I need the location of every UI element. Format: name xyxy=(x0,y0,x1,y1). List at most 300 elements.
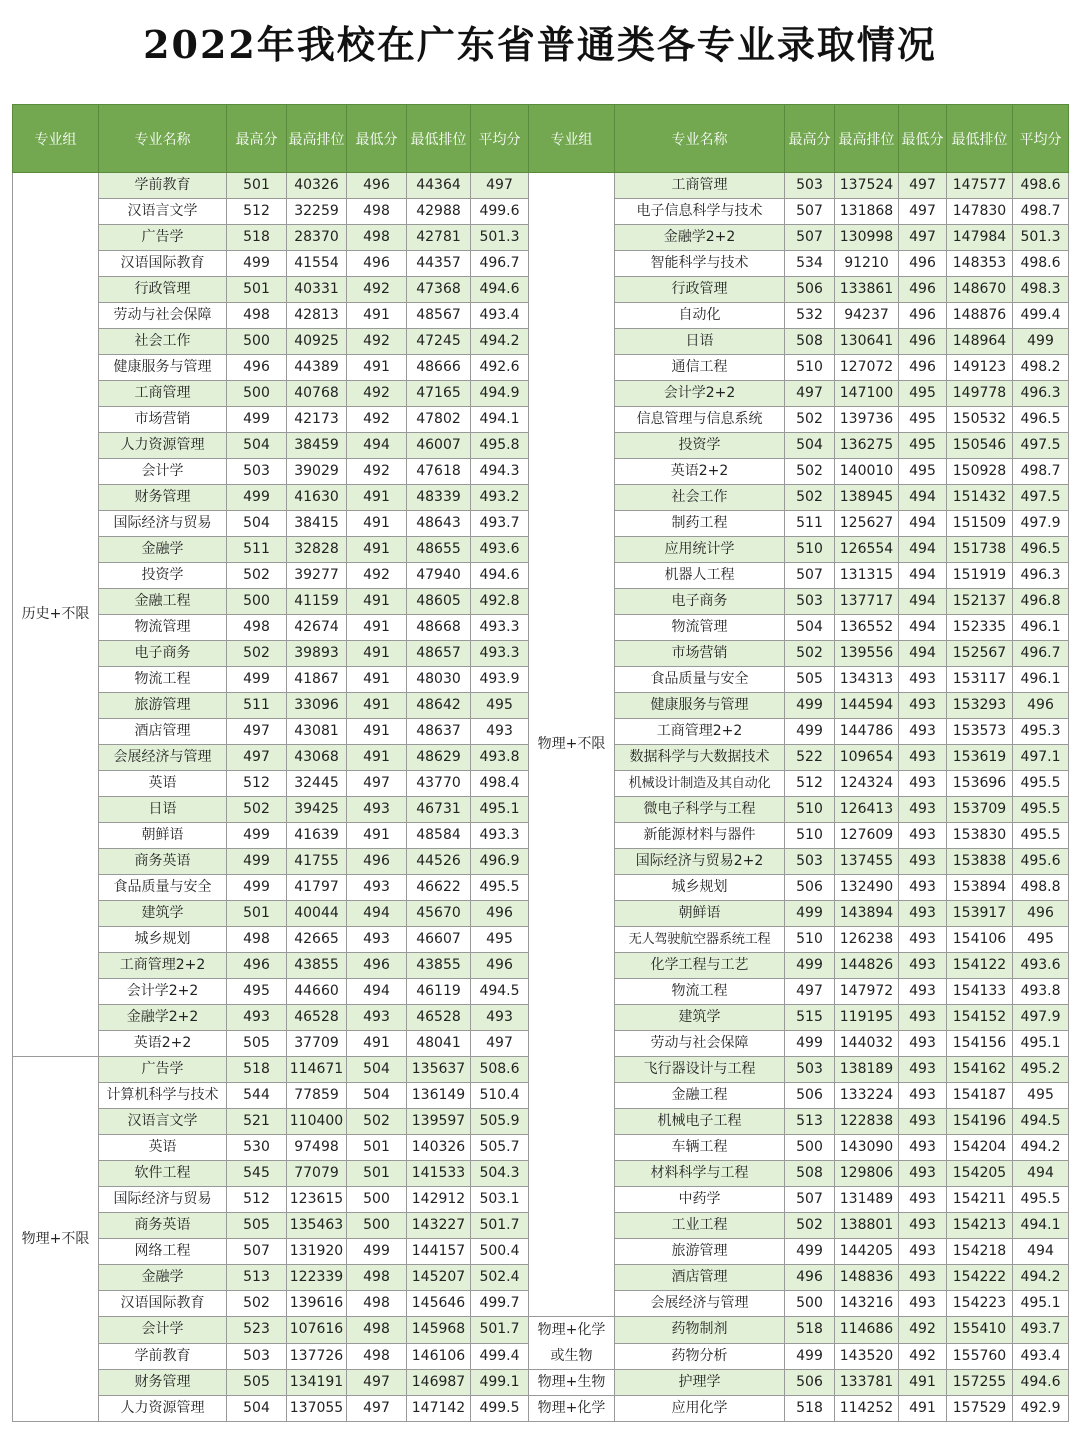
value-cell: 149123 xyxy=(947,355,1013,381)
value-cell: 48339 xyxy=(407,485,471,511)
value-cell: 122838 xyxy=(835,1109,899,1135)
value-cell: 154106 xyxy=(947,927,1013,953)
value-cell: 494 xyxy=(899,537,947,563)
value-cell: 499 xyxy=(227,667,287,693)
value-cell: 97498 xyxy=(287,1135,347,1161)
major-name-cell: 市场营销 xyxy=(615,641,785,667)
column-header: 最高分 xyxy=(785,105,835,173)
value-cell: 493 xyxy=(899,1187,947,1213)
value-cell: 46607 xyxy=(407,927,471,953)
major-name-cell: 工商管理 xyxy=(99,381,227,407)
value-cell: 139736 xyxy=(835,407,899,433)
value-cell: 48605 xyxy=(407,589,471,615)
value-cell: 498 xyxy=(227,615,287,641)
major-name-cell: 国际经济与贸易 xyxy=(99,511,227,537)
major-name-cell: 护理学 xyxy=(615,1370,785,1396)
value-cell: 42988 xyxy=(407,199,471,225)
major-name-cell: 投资学 xyxy=(615,433,785,459)
group-cell: 历史+不限 xyxy=(13,173,99,1057)
value-cell: 143520 xyxy=(835,1343,899,1370)
value-cell: 532 xyxy=(785,303,835,329)
column-header: 专业名称 xyxy=(615,105,785,173)
value-cell: 144594 xyxy=(835,693,899,719)
major-name-cell: 物流工程 xyxy=(99,667,227,693)
major-name-cell: 食品质量与安全 xyxy=(99,875,227,901)
value-cell: 502.4 xyxy=(471,1265,529,1291)
value-cell: 127072 xyxy=(835,355,899,381)
value-cell: 48030 xyxy=(407,667,471,693)
value-cell: 496.3 xyxy=(1013,563,1069,589)
admission-table xyxy=(12,104,1069,1422)
value-cell: 498 xyxy=(347,1343,407,1370)
major-name-cell: 机械电子工程 xyxy=(615,1109,785,1135)
value-cell: 497 xyxy=(347,1370,407,1396)
value-cell: 501 xyxy=(227,901,287,927)
major-name-cell: 国际经济与贸易 xyxy=(99,1187,227,1213)
value-cell: 499.4 xyxy=(471,1343,529,1370)
major-name-cell: 金融工程 xyxy=(615,1083,785,1109)
value-cell: 122339 xyxy=(287,1265,347,1291)
group-cell: 物理+生物 xyxy=(529,1370,615,1396)
major-name-cell: 健康服务与管理 xyxy=(99,355,227,381)
value-cell: 139556 xyxy=(835,641,899,667)
value-cell: 109654 xyxy=(835,745,899,771)
value-cell: 154223 xyxy=(947,1291,1013,1317)
value-cell: 501.7 xyxy=(471,1213,529,1239)
value-cell: 41797 xyxy=(287,875,347,901)
value-cell: 521 xyxy=(227,1109,287,1135)
value-cell: 137055 xyxy=(287,1396,347,1422)
major-name-cell: 工业工程 xyxy=(615,1213,785,1239)
value-cell: 502 xyxy=(227,1291,287,1317)
major-name-cell: 建筑学 xyxy=(615,1005,785,1031)
value-cell: 137524 xyxy=(835,173,899,199)
value-cell: 153573 xyxy=(947,719,1013,745)
value-cell: 499.4 xyxy=(1013,303,1069,329)
value-cell: 493 xyxy=(347,797,407,823)
value-cell: 153117 xyxy=(947,667,1013,693)
major-name-cell: 市场营销 xyxy=(99,407,227,433)
value-cell: 496 xyxy=(471,901,529,927)
major-name-cell: 通信工程 xyxy=(615,355,785,381)
value-cell: 496.1 xyxy=(1013,615,1069,641)
value-cell: 492 xyxy=(899,1343,947,1370)
column-header: 最低排位 xyxy=(407,105,471,173)
value-cell: 499.5 xyxy=(471,1396,529,1422)
major-name-cell: 电子商务 xyxy=(615,589,785,615)
value-cell: 508 xyxy=(785,329,835,355)
value-cell: 494.1 xyxy=(471,407,529,433)
value-cell: 493 xyxy=(347,1005,407,1031)
value-cell: 28370 xyxy=(287,225,347,251)
value-cell: 496 xyxy=(899,329,947,355)
value-cell: 40044 xyxy=(287,901,347,927)
value-cell: 42674 xyxy=(287,615,347,641)
value-cell: 502 xyxy=(785,407,835,433)
value-cell: 498.7 xyxy=(1013,459,1069,485)
value-cell: 504 xyxy=(227,1396,287,1422)
value-cell: 491 xyxy=(347,719,407,745)
group-cell: 物理+不限 xyxy=(13,1057,99,1422)
value-cell: 500 xyxy=(785,1135,835,1161)
value-cell: 495 xyxy=(899,381,947,407)
value-cell: 124324 xyxy=(835,771,899,797)
value-cell: 491 xyxy=(347,1031,407,1057)
major-name-cell: 建筑学 xyxy=(99,901,227,927)
value-cell: 507 xyxy=(785,199,835,225)
major-name-cell: 会计学 xyxy=(99,459,227,485)
major-name-cell: 金融学 xyxy=(99,1265,227,1291)
value-cell: 140326 xyxy=(407,1135,471,1161)
value-cell: 502 xyxy=(227,797,287,823)
major-name-cell: 行政管理 xyxy=(99,277,227,303)
value-cell: 498 xyxy=(347,1291,407,1317)
value-cell: 492.9 xyxy=(1013,1396,1069,1422)
value-cell: 497 xyxy=(899,173,947,199)
value-cell: 491 xyxy=(347,745,407,771)
value-cell: 47940 xyxy=(407,563,471,589)
value-cell: 505 xyxy=(227,1370,287,1396)
value-cell: 492 xyxy=(899,1317,947,1344)
column-header: 专业组 xyxy=(529,105,615,173)
value-cell: 154218 xyxy=(947,1239,1013,1265)
value-cell: 143216 xyxy=(835,1291,899,1317)
value-cell: 154162 xyxy=(947,1057,1013,1083)
value-cell: 495.1 xyxy=(471,797,529,823)
value-cell: 41639 xyxy=(287,823,347,849)
value-cell: 154213 xyxy=(947,1213,1013,1239)
value-cell: 133861 xyxy=(835,277,899,303)
value-cell: 41867 xyxy=(287,667,347,693)
value-cell: 498 xyxy=(227,303,287,329)
value-cell: 150928 xyxy=(947,459,1013,485)
value-cell: 499 xyxy=(785,719,835,745)
major-name-cell: 信息管理与信息系统 xyxy=(615,407,785,433)
value-cell: 495.8 xyxy=(471,433,529,459)
value-cell: 494.3 xyxy=(471,459,529,485)
value-cell: 500 xyxy=(785,1291,835,1317)
major-name-cell: 社会工作 xyxy=(99,329,227,355)
value-cell: 497 xyxy=(227,745,287,771)
value-cell: 494 xyxy=(899,563,947,589)
value-cell: 154133 xyxy=(947,979,1013,1005)
value-cell: 48655 xyxy=(407,537,471,563)
major-name-cell: 新能源材料与器件 xyxy=(615,823,785,849)
value-cell: 154205 xyxy=(947,1161,1013,1187)
value-cell: 91210 xyxy=(835,251,899,277)
value-cell: 492 xyxy=(347,381,407,407)
value-cell: 493 xyxy=(347,875,407,901)
value-cell: 500 xyxy=(347,1213,407,1239)
value-cell: 504.3 xyxy=(471,1161,529,1187)
major-name-cell: 劳动与社会保障 xyxy=(615,1031,785,1057)
value-cell: 505 xyxy=(227,1031,287,1057)
major-name-cell: 智能科学与技术 xyxy=(615,251,785,277)
value-cell: 498.4 xyxy=(471,771,529,797)
table-row xyxy=(13,1317,1069,1344)
value-cell: 491 xyxy=(347,693,407,719)
major-name-cell: 人力资源管理 xyxy=(99,433,227,459)
value-cell: 147972 xyxy=(835,979,899,1005)
value-cell: 494 xyxy=(899,641,947,667)
value-cell: 493 xyxy=(899,953,947,979)
value-cell: 42173 xyxy=(287,407,347,433)
value-cell: 504 xyxy=(347,1083,407,1109)
value-cell: 497.5 xyxy=(1013,485,1069,511)
value-cell: 129806 xyxy=(835,1161,899,1187)
value-cell: 131315 xyxy=(835,563,899,589)
value-cell: 491 xyxy=(347,641,407,667)
value-cell: 493.2 xyxy=(471,485,529,511)
value-cell: 534 xyxy=(785,251,835,277)
major-name-cell: 机械设计制造及其自动化 xyxy=(615,771,785,797)
value-cell: 146987 xyxy=(407,1370,471,1396)
value-cell: 47802 xyxy=(407,407,471,433)
value-cell: 495.2 xyxy=(1013,1057,1069,1083)
value-cell: 518 xyxy=(227,225,287,251)
value-cell: 155410 xyxy=(947,1317,1013,1344)
major-name-cell: 金融工程 xyxy=(99,589,227,615)
value-cell: 503 xyxy=(785,173,835,199)
value-cell: 494.5 xyxy=(1013,1109,1069,1135)
value-cell: 151432 xyxy=(947,485,1013,511)
value-cell: 491 xyxy=(347,667,407,693)
major-name-cell: 药物制剂 xyxy=(615,1317,785,1344)
value-cell: 513 xyxy=(785,1109,835,1135)
value-cell: 493 xyxy=(899,719,947,745)
value-cell: 496.8 xyxy=(1013,589,1069,615)
major-name-cell: 物流管理 xyxy=(615,615,785,641)
page-title: 2022年我校在广东省普通类各专业录取情况 xyxy=(143,22,937,67)
value-cell: 504 xyxy=(785,615,835,641)
major-name-cell: 自动化 xyxy=(615,303,785,329)
value-cell: 496 xyxy=(785,1265,835,1291)
value-cell: 148353 xyxy=(947,251,1013,277)
value-cell: 493 xyxy=(899,849,947,875)
value-cell: 496.5 xyxy=(1013,537,1069,563)
value-cell: 494 xyxy=(1013,1161,1069,1187)
value-cell: 497 xyxy=(227,719,287,745)
value-cell: 493.3 xyxy=(471,823,529,849)
major-name-cell: 财务管理 xyxy=(99,485,227,511)
value-cell: 493 xyxy=(899,797,947,823)
value-cell: 44526 xyxy=(407,849,471,875)
major-name-cell: 应用化学 xyxy=(615,1396,785,1422)
value-cell: 503 xyxy=(227,1343,287,1370)
value-cell: 493.4 xyxy=(1013,1343,1069,1370)
value-cell: 499 xyxy=(227,485,287,511)
value-cell: 506 xyxy=(785,277,835,303)
value-cell: 499 xyxy=(785,901,835,927)
value-cell: 507 xyxy=(227,1239,287,1265)
value-cell: 139616 xyxy=(287,1291,347,1317)
major-name-cell: 药物分析 xyxy=(615,1343,785,1370)
value-cell: 134313 xyxy=(835,667,899,693)
major-name-cell: 朝鲜语 xyxy=(615,901,785,927)
major-name-cell: 应用统计学 xyxy=(615,537,785,563)
major-name-cell: 物流管理 xyxy=(99,615,227,641)
value-cell: 496 xyxy=(227,355,287,381)
major-name-cell: 朝鲜语 xyxy=(99,823,227,849)
value-cell: 46622 xyxy=(407,875,471,901)
value-cell: 32445 xyxy=(287,771,347,797)
table-body xyxy=(13,173,1069,1422)
major-name-cell: 广告学 xyxy=(99,1057,227,1083)
value-cell: 131920 xyxy=(287,1239,347,1265)
major-name-cell: 金融学2+2 xyxy=(99,1005,227,1031)
value-cell: 496 xyxy=(1013,693,1069,719)
value-cell: 135637 xyxy=(407,1057,471,1083)
major-name-cell: 汉语言文学 xyxy=(99,1109,227,1135)
value-cell: 496.7 xyxy=(1013,641,1069,667)
major-name-cell: 物流工程 xyxy=(615,979,785,1005)
value-cell: 43855 xyxy=(407,953,471,979)
value-cell: 501 xyxy=(347,1161,407,1187)
value-cell: 499 xyxy=(227,875,287,901)
value-cell: 496 xyxy=(899,355,947,381)
value-cell: 132490 xyxy=(835,875,899,901)
value-cell: 126554 xyxy=(835,537,899,563)
value-cell: 39029 xyxy=(287,459,347,485)
value-cell: 493 xyxy=(899,1161,947,1187)
value-cell: 530 xyxy=(227,1135,287,1161)
value-cell: 496.7 xyxy=(471,251,529,277)
value-cell: 40768 xyxy=(287,381,347,407)
value-cell: 138189 xyxy=(835,1057,899,1083)
value-cell: 497 xyxy=(471,173,529,199)
value-cell: 147577 xyxy=(947,173,1013,199)
value-cell: 493.4 xyxy=(471,303,529,329)
value-cell: 43081 xyxy=(287,719,347,745)
value-cell: 493 xyxy=(471,1005,529,1031)
value-cell: 130998 xyxy=(835,225,899,251)
major-name-cell: 国际经济与贸易2+2 xyxy=(615,849,785,875)
value-cell: 137717 xyxy=(835,589,899,615)
value-cell: 494 xyxy=(899,511,947,537)
value-cell: 494.6 xyxy=(471,277,529,303)
value-cell: 518 xyxy=(785,1396,835,1422)
value-cell: 140010 xyxy=(835,459,899,485)
value-cell: 44357 xyxy=(407,251,471,277)
value-cell: 40925 xyxy=(287,329,347,355)
value-cell: 153709 xyxy=(947,797,1013,823)
value-cell: 507 xyxy=(785,563,835,589)
value-cell: 493 xyxy=(899,667,947,693)
column-header: 最低分 xyxy=(899,105,947,173)
value-cell: 496 xyxy=(347,173,407,199)
value-cell: 505.9 xyxy=(471,1109,529,1135)
major-name-cell: 人力资源管理 xyxy=(99,1396,227,1422)
value-cell: 135463 xyxy=(287,1213,347,1239)
major-name-cell: 机器人工程 xyxy=(615,563,785,589)
value-cell: 39277 xyxy=(287,563,347,589)
value-cell: 506 xyxy=(785,1083,835,1109)
value-cell: 493 xyxy=(899,693,947,719)
value-cell: 151509 xyxy=(947,511,1013,537)
major-name-cell: 会展经济与管理 xyxy=(615,1291,785,1317)
value-cell: 493.9 xyxy=(471,667,529,693)
value-cell: 501 xyxy=(347,1135,407,1161)
value-cell: 114252 xyxy=(835,1396,899,1422)
value-cell: 143090 xyxy=(835,1135,899,1161)
value-cell: 492 xyxy=(347,329,407,355)
value-cell: 153619 xyxy=(947,745,1013,771)
value-cell: 495.3 xyxy=(1013,719,1069,745)
value-cell: 491 xyxy=(347,537,407,563)
group-cell: 物理+不限 xyxy=(529,173,615,1317)
value-cell: 496.9 xyxy=(471,849,529,875)
value-cell: 497 xyxy=(471,1031,529,1057)
value-cell: 38415 xyxy=(287,511,347,537)
value-cell: 500 xyxy=(227,381,287,407)
value-cell: 48642 xyxy=(407,693,471,719)
value-cell: 147142 xyxy=(407,1396,471,1422)
value-cell: 510.4 xyxy=(471,1083,529,1109)
value-cell: 523 xyxy=(227,1317,287,1344)
value-cell: 522 xyxy=(785,745,835,771)
major-name-cell: 行政管理 xyxy=(615,277,785,303)
value-cell: 48668 xyxy=(407,615,471,641)
value-cell: 39893 xyxy=(287,641,347,667)
major-name-cell: 英语 xyxy=(99,771,227,797)
value-cell: 493 xyxy=(899,875,947,901)
major-name-cell: 电子信息科学与技术 xyxy=(615,199,785,225)
major-name-cell: 网络工程 xyxy=(99,1239,227,1265)
value-cell: 496 xyxy=(347,251,407,277)
major-name-cell: 会计学 xyxy=(99,1317,227,1344)
value-cell: 45670 xyxy=(407,901,471,927)
value-cell: 152137 xyxy=(947,589,1013,615)
major-name-cell: 劳动与社会保障 xyxy=(99,303,227,329)
column-header: 最高分 xyxy=(227,105,287,173)
value-cell: 144786 xyxy=(835,719,899,745)
value-cell: 43855 xyxy=(287,953,347,979)
value-cell: 154156 xyxy=(947,1031,1013,1057)
value-cell: 154211 xyxy=(947,1187,1013,1213)
value-cell: 491 xyxy=(347,823,407,849)
value-cell: 495.6 xyxy=(1013,849,1069,875)
major-name-cell: 英语 xyxy=(99,1135,227,1161)
value-cell: 504 xyxy=(227,511,287,537)
value-cell: 499 xyxy=(785,1031,835,1057)
value-cell: 507 xyxy=(785,1187,835,1213)
value-cell: 492.6 xyxy=(471,355,529,381)
value-cell: 40331 xyxy=(287,277,347,303)
value-cell: 491 xyxy=(347,589,407,615)
value-cell: 495 xyxy=(1013,1083,1069,1109)
value-cell: 130641 xyxy=(835,329,899,355)
value-cell: 497 xyxy=(347,1396,407,1422)
value-cell: 136149 xyxy=(407,1083,471,1109)
value-cell: 138945 xyxy=(835,485,899,511)
value-cell: 114686 xyxy=(835,1317,899,1344)
value-cell: 41755 xyxy=(287,849,347,875)
value-cell: 496 xyxy=(899,277,947,303)
major-name-cell: 酒店管理 xyxy=(99,719,227,745)
value-cell: 46528 xyxy=(407,1005,471,1031)
major-name-cell: 日语 xyxy=(99,797,227,823)
value-cell: 499 xyxy=(227,407,287,433)
major-name-cell: 数据科学与大数据技术 xyxy=(615,745,785,771)
value-cell: 501.3 xyxy=(1013,225,1069,251)
value-cell: 493 xyxy=(899,1005,947,1031)
value-cell: 77079 xyxy=(287,1161,347,1187)
value-cell: 143227 xyxy=(407,1213,471,1239)
value-cell: 137455 xyxy=(835,849,899,875)
value-cell: 512 xyxy=(227,771,287,797)
value-cell: 502 xyxy=(347,1109,407,1135)
value-cell: 157529 xyxy=(947,1396,1013,1422)
